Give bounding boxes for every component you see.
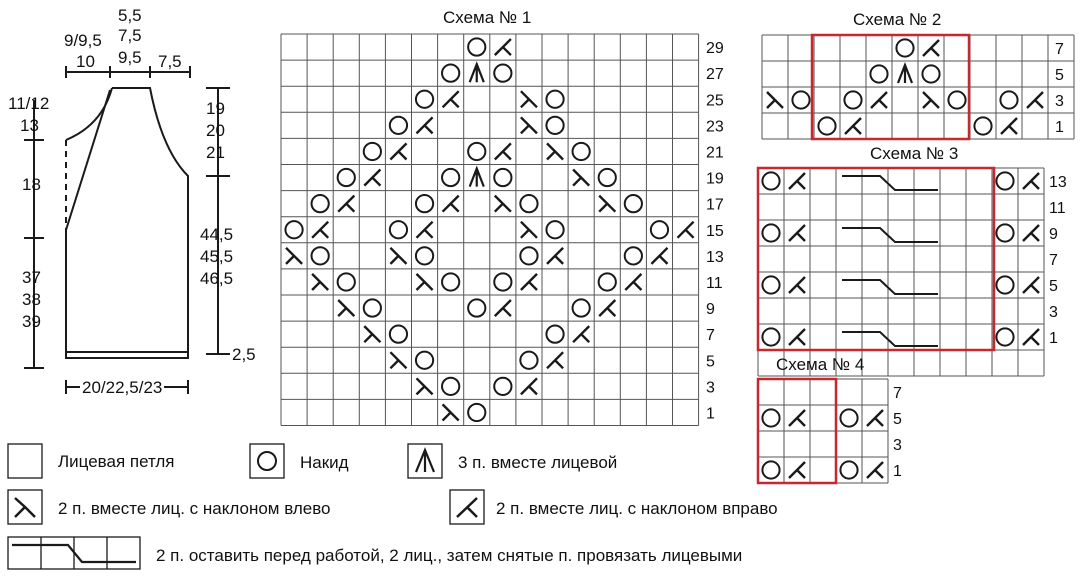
three-together-symbol (470, 64, 484, 82)
yarn-over-symbol (468, 299, 485, 316)
k2tog-right-symbol (867, 462, 883, 478)
yarn-over-symbol (416, 247, 433, 264)
chart-3 (758, 168, 1067, 376)
k2tog-left-symbol (495, 196, 511, 212)
yarn-over-symbol (996, 172, 1013, 189)
yarn-over-symbol (792, 91, 809, 108)
yarn-over-symbol (922, 65, 939, 82)
k2tog-left-symbol (923, 92, 939, 108)
yarn-over-symbol (494, 169, 511, 186)
width-label-shoulder: 7,5 (158, 52, 182, 71)
row-number: 25 (706, 92, 724, 110)
yarn-over-symbol (573, 143, 590, 160)
row-number: 15 (706, 222, 724, 240)
width-label-neck: 10 (76, 52, 95, 71)
yarn-over-symbol (338, 169, 355, 186)
chart-4 (758, 379, 902, 483)
yarn-over-symbol (364, 143, 381, 160)
legend-cable-box (8, 537, 140, 569)
left-dim-label: 37 (22, 268, 41, 287)
k2tog-right-symbol (417, 222, 433, 238)
legend-left-label: 2 п. вместе лиц. с наклоном влево (58, 499, 331, 518)
yarn-over-symbol (390, 326, 407, 343)
right-dim-label: 2,5 (232, 345, 256, 364)
yarn-over-symbol (818, 117, 835, 134)
k2tog-right-symbol (1023, 173, 1039, 189)
chart-title: Схема № 1 (443, 8, 532, 27)
yarn-over-symbol (546, 221, 563, 238)
k2tog-right-symbol (599, 300, 615, 316)
row-number: 3 (1049, 304, 1058, 321)
k2tog-right-symbol (625, 274, 641, 290)
width-label-top: 9,5 (118, 48, 142, 67)
k2tog-left-symbol (390, 248, 406, 264)
right-dim-label: 44,5 (200, 225, 234, 244)
right-dim-label: 20 (206, 121, 225, 140)
legend-cable-symbol (12, 545, 136, 562)
row-number: 1 (893, 463, 902, 480)
k2tog-right-symbol (521, 378, 537, 394)
row-number: 1 (1055, 119, 1064, 136)
yarn-over-symbol (1000, 91, 1017, 108)
k2tog-right-symbol (312, 222, 328, 238)
yarn-over-symbol (599, 273, 616, 290)
yarn-over-symbol (996, 328, 1013, 345)
row-number: 3 (706, 379, 715, 397)
yarn-over-symbol (948, 91, 965, 108)
k2tog-right-symbol (789, 462, 805, 478)
row-number: 21 (706, 144, 724, 162)
width-label-top: 7,5 (118, 26, 142, 45)
yarn-over-symbol (468, 143, 485, 160)
legend-knit-label: Лицевая петля (58, 452, 175, 471)
repeat-frame-chart-2 (812, 35, 969, 139)
k2tog-right-symbol (789, 277, 805, 293)
legend-yo-label: Накид (300, 453, 349, 472)
k2tog-right-symbol (390, 143, 406, 159)
k2tog-left-symbol (312, 274, 328, 290)
k2tog-right-symbol (547, 248, 563, 264)
row-number: 9 (1049, 226, 1058, 243)
cable-symbol (842, 228, 938, 242)
right-dim-label: 46,5 (200, 269, 234, 288)
yarn-over-symbol (896, 39, 913, 56)
yarn-over-symbol (762, 409, 779, 426)
k2tog-right-symbol (845, 118, 861, 134)
yarn-over-symbol (762, 276, 779, 293)
k2tog-left-symbol (599, 196, 615, 212)
three-together-symbol (898, 65, 912, 83)
k2tog-right-symbol (789, 225, 805, 241)
chart-title: Схема № 2 (853, 10, 942, 29)
row-number: 9 (706, 301, 715, 319)
k2tog-left-symbol (443, 404, 459, 420)
row-number: 7 (1055, 41, 1064, 58)
three-together-symbol (470, 169, 484, 187)
yarn-over-symbol (416, 352, 433, 369)
yarn-over-symbol (573, 299, 590, 316)
yarn-over-symbol (494, 65, 511, 82)
left-dim-label: 39 (22, 312, 41, 331)
yarn-over-symbol (840, 409, 857, 426)
k2tog-left-symbol (767, 92, 783, 108)
neck-curve (66, 88, 112, 140)
yarn-over-symbol (625, 247, 642, 264)
cable-symbol (842, 280, 938, 294)
k2tog-right-symbol (364, 170, 380, 186)
legend-left-symbol (15, 498, 35, 517)
k2tog-right-symbol (338, 196, 354, 212)
chart-grid (758, 379, 888, 483)
legend-left-box (8, 490, 42, 524)
row-number: 13 (1049, 174, 1067, 191)
cable-symbol (842, 176, 938, 190)
k2tog-left-symbol (547, 143, 563, 159)
k2tog-left-symbol (417, 378, 433, 394)
row-number: 23 (706, 118, 724, 136)
k2tog-left-symbol (417, 274, 433, 290)
legend-yo-symbol (258, 452, 276, 470)
width-label-top: 5,5 (118, 6, 142, 25)
yarn-over-symbol (762, 224, 779, 241)
row-number: 29 (706, 40, 724, 58)
yarn-over-symbol (442, 169, 459, 186)
yarn-over-symbol (996, 224, 1013, 241)
yarn-over-symbol (494, 378, 511, 395)
k2tog-left-symbol (521, 117, 537, 133)
yarn-over-symbol (520, 352, 537, 369)
legend-right-symbol (457, 498, 477, 517)
repeat-frame-chart-4 (758, 379, 836, 483)
k2tog-right-symbol (443, 91, 459, 107)
chart-grid (758, 168, 1044, 376)
row-number: 7 (706, 327, 715, 345)
legend-right-box (450, 490, 484, 524)
yarn-over-symbol (651, 221, 668, 238)
k2tog-left-symbol (286, 248, 302, 264)
yarn-over-symbol (494, 273, 511, 290)
yarn-over-symbol (762, 461, 779, 478)
row-number: 3 (1055, 93, 1064, 110)
right-dim-label: 45,5 (200, 247, 234, 266)
chart-1 (281, 34, 724, 426)
row-number: 13 (706, 248, 724, 266)
yarn-over-symbol (762, 172, 779, 189)
legend-knit-box (8, 444, 42, 478)
yarn-over-symbol (312, 247, 329, 264)
k2tog-left-symbol (521, 222, 537, 238)
yarn-over-symbol (844, 91, 861, 108)
yarn-over-symbol (312, 195, 329, 212)
k2tog-left-symbol (573, 170, 589, 186)
width-label-neck: 9/9,5 (64, 31, 102, 50)
row-number: 11 (706, 274, 723, 292)
legend-yo-box (250, 444, 284, 478)
legend-cable-label: 2 п. оставить перед работой, 2 лиц., затем снятые п. провязать лицевыми (156, 546, 743, 565)
yarn-over-symbol (442, 273, 459, 290)
k2tog-right-symbol (789, 410, 805, 426)
legend-3tog-label: 3 п. вместе лицевой (458, 453, 618, 472)
yarn-over-symbol (870, 65, 887, 82)
left-dim-label: 11/12 (8, 94, 50, 113)
yarn-over-symbol (599, 169, 616, 186)
yarn-over-symbol (520, 247, 537, 264)
row-number: 5 (1049, 278, 1058, 295)
cable-symbol (842, 332, 938, 346)
left-dim-label: 13 (20, 116, 39, 135)
chart-2 (762, 35, 1074, 139)
k2tog-right-symbol (789, 329, 805, 345)
yarn-over-symbol (442, 65, 459, 82)
repeat-frame-chart-3 (758, 168, 994, 350)
yarn-over-symbol (996, 276, 1013, 293)
yarn-over-symbol (468, 38, 485, 55)
yarn-over-symbol (416, 195, 433, 212)
k2tog-right-symbol (573, 326, 589, 342)
row-number: 5 (893, 411, 902, 428)
legend-right-label: 2 п. вместе лиц. с наклоном вправо (496, 499, 778, 518)
k2tog-right-symbol (417, 117, 433, 133)
k2tog-right-symbol (678, 222, 694, 238)
row-number: 1 (1049, 330, 1058, 347)
chart-grid (762, 35, 1074, 139)
row-number: 3 (893, 437, 902, 454)
yarn-over-symbol (442, 378, 459, 395)
yarn-over-symbol (546, 326, 563, 343)
yarn-over-symbol (546, 117, 563, 134)
row-number: 1 (706, 405, 715, 423)
yarn-over-symbol (520, 195, 537, 212)
yarn-over-symbol (285, 221, 302, 238)
bottom-dim-label: 20/22,5/23 (82, 378, 163, 397)
k2tog-right-symbol (1027, 92, 1043, 108)
yarn-over-symbol (974, 117, 991, 134)
row-number: 19 (706, 170, 724, 188)
yarn-over-symbol (390, 117, 407, 134)
k2tog-right-symbol (871, 92, 887, 108)
yarn-over-symbol (762, 328, 779, 345)
yarn-over-symbol (338, 273, 355, 290)
legend-3tog-symbol (416, 450, 434, 472)
k2tog-right-symbol (1023, 329, 1039, 345)
yarn-over-symbol (468, 404, 485, 421)
k2tog-right-symbol (1023, 225, 1039, 241)
k2tog-right-symbol (495, 39, 511, 55)
yarn-over-symbol (625, 195, 642, 212)
legend-3tog-box (408, 444, 442, 478)
yarn-over-symbol (546, 91, 563, 108)
row-number: 5 (1055, 67, 1064, 84)
yarn-over-symbol (416, 91, 433, 108)
k2tog-right-symbol (789, 173, 805, 189)
row-number: 7 (893, 385, 902, 402)
yarn-over-symbol (390, 221, 407, 238)
row-number: 17 (706, 196, 724, 214)
k2tog-right-symbol (495, 143, 511, 159)
k2tog-left-symbol (338, 300, 354, 316)
k2tog-left-symbol (521, 91, 537, 107)
row-number: 11 (1049, 200, 1066, 217)
k2tog-right-symbol (547, 352, 563, 368)
right-dim-label: 19 (206, 99, 225, 118)
left-dim-label: 38 (22, 290, 41, 309)
yarn-over-symbol (840, 461, 857, 478)
row-number: 7 (1049, 252, 1058, 269)
k2tog-right-symbol (923, 40, 939, 56)
k2tog-right-symbol (1001, 118, 1017, 134)
k2tog-right-symbol (651, 248, 667, 264)
chart-title: Схема № 3 (870, 144, 959, 163)
row-number: 5 (706, 353, 715, 371)
chart-grid (281, 34, 699, 426)
k2tog-right-symbol (495, 300, 511, 316)
k2tog-right-symbol (1023, 277, 1039, 293)
k2tog-left-symbol (390, 352, 406, 368)
yarn-over-symbol (364, 299, 381, 316)
row-number: 27 (706, 66, 724, 84)
k2tog-right-symbol (867, 410, 883, 426)
k2tog-right-symbol (443, 196, 459, 212)
right-dim-label: 21 (206, 143, 225, 162)
k2tog-right-symbol (521, 274, 537, 290)
k2tog-left-symbol (364, 326, 380, 342)
left-dim-label: 18 (22, 175, 41, 194)
chart-title: Схема № 4 (776, 355, 865, 374)
